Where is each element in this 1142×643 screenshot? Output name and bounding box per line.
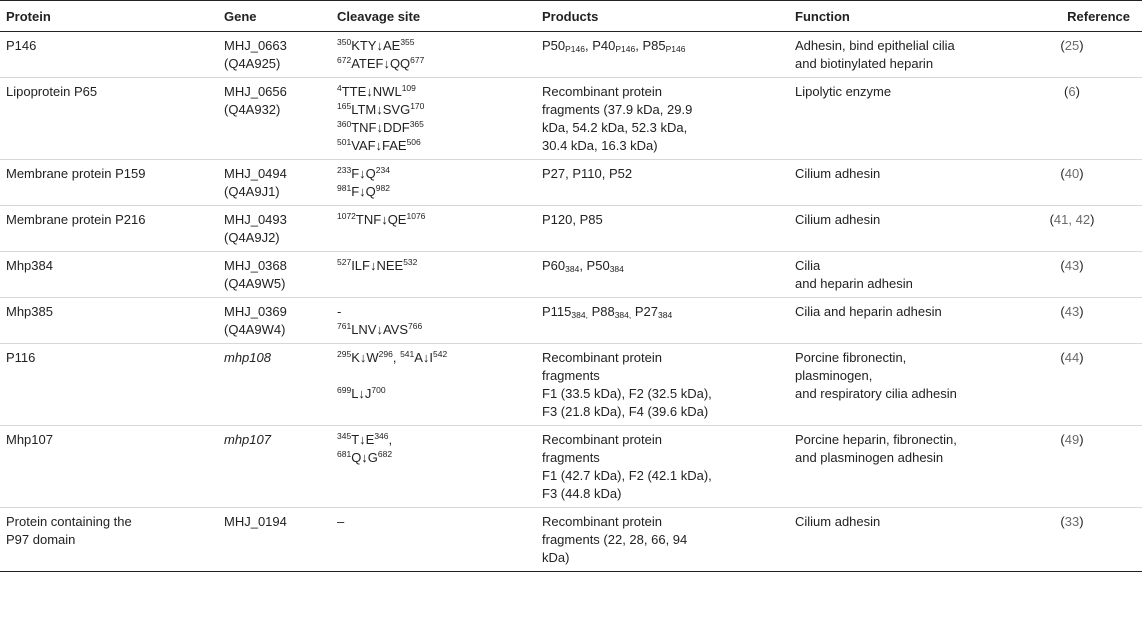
table-row	[0, 206, 1142, 252]
cell-function: Cilia and heparin adhesin	[789, 298, 1002, 344]
reference-link[interactable]: 41, 42	[1053, 212, 1091, 227]
table-row	[0, 160, 1142, 206]
cell-gene: MHJ_0369 (Q4A9W4)	[218, 298, 331, 344]
cell-gene: MHJ_0368 (Q4A9W5)	[218, 252, 331, 298]
cell-products: P120, P85	[536, 206, 789, 252]
reference-link[interactable]: 40	[1064, 166, 1080, 181]
cell-cleavage-site: $^{1072}TNF↓QE^{1076}$	[331, 206, 536, 252]
cell-reference: (41, 42)	[1002, 206, 1142, 252]
cell-products: Recombinant protein fragments (22, 28, 66, 94 kDa)	[536, 508, 789, 572]
cell-reference: (43)	[1002, 252, 1142, 298]
cell-function: Cilium adhesin	[789, 160, 1002, 206]
cell-protein: Lipoprotein P65	[0, 78, 218, 160]
cell-reference: (43)	[1002, 298, 1142, 344]
cell-protein: Membrane protein P216	[0, 206, 218, 252]
table-row	[0, 252, 1142, 298]
cell-protein: P146	[0, 32, 218, 78]
cell-gene: MHJ_0656 (Q4A932)	[218, 78, 331, 160]
header-products: Products	[536, 1, 789, 32]
cell-protein: Mhp385	[0, 298, 218, 344]
cell-products: Recombinant protein fragments F1 (42.7 kDa), F2 (42.1 kDa), F3 (44.8 kDa)	[536, 426, 789, 508]
table-header-row	[0, 1, 1142, 32]
header-gene: Gene	[218, 1, 331, 32]
cell-reference: (6)	[1002, 78, 1142, 160]
cell-cleavage-site: - $^{761}$LNV↓AVS$^{766}$	[331, 298, 536, 344]
cell-function: Cilium adhesin	[789, 508, 1002, 572]
reference-link[interactable]: 43	[1064, 258, 1080, 273]
cell-reference: (44)	[1002, 344, 1142, 426]
reference-link[interactable]: 43	[1064, 304, 1080, 319]
cell-gene: mhp108	[218, 344, 331, 426]
cell-gene: mhp107	[218, 426, 331, 508]
cell-protein: Membrane protein P159	[0, 160, 218, 206]
cell-reference: (49)	[1002, 426, 1142, 508]
cell-function: Cilia and heparin adhesin	[789, 252, 1002, 298]
table-row	[0, 298, 1142, 344]
header-reference: Reference	[1002, 1, 1142, 32]
cell-cleavage-site: $^{295}K↓W^{296}$, $^{541}A↓I^{542}$ $^{699}L↓J^{700}$	[331, 344, 536, 426]
cell-protein: Protein containing the P97 domain	[0, 508, 218, 572]
cell-gene: MHJ_0493 (Q4A9J2)	[218, 206, 331, 252]
cell-gene: MHJ_0194	[218, 508, 331, 572]
cell-cleavage-site: $^4$TTE↓NWL$^{109}$ $^{165}$LTM↓SVG$^{170}$ $^{360}$TNF↓DDF$^{365}$ $^{501}$VAF↓FAE$^{506}$	[331, 78, 536, 160]
cell-cleavage-site: $^{527}$ILF↓NEE$^{532}$	[331, 252, 536, 298]
cell-products: Recombinant protein fragments F1 (33.5 kDa), F2 (32.5 kDa), F3 (21.8 kDa), F4 (39.6 kDa)	[536, 344, 789, 426]
cell-products: P27, P110, P52	[536, 160, 789, 206]
reference-link[interactable]: 6	[1068, 84, 1076, 99]
cell-protein: Mhp107	[0, 426, 218, 508]
cell-cleavage-site: $^{345}T↓E^{346}$, $^{681}Q↓G^{682}$	[331, 426, 536, 508]
cell-reference: (33)	[1002, 508, 1142, 572]
cell-products: $P115_{384,}$ $P88_{384,}$ $P27_{384}$	[536, 298, 789, 344]
cell-cleavage-site: $^{350}$KTY↓AE$^{355}$ $^{672}$ATEF↓QQ$^{677}$	[331, 32, 536, 78]
cell-reference: (40)	[1002, 160, 1142, 206]
cell-products: $P60_{384}$, $P50_{384}$	[536, 252, 789, 298]
cell-function: Lipolytic enzyme	[789, 78, 1002, 160]
cell-function: Porcine fibronectin, plasminogen, and respiratory cilia adhesin	[789, 344, 1002, 426]
table-row	[0, 426, 1142, 508]
cell-cleavage-site: $^{233}F↓Q^{234}$ $^{981}F↓Q^{982}$	[331, 160, 536, 206]
cell-gene: MHJ_0494 (Q4A9J1)	[218, 160, 331, 206]
cell-products: Recombinant protein fragments (37.9 kDa, 29.9 kDa, 54.2 kDa, 52.3 kDa, 30.4 kDa, 16.3 kDa)	[536, 78, 789, 160]
cell-protein: Mhp384	[0, 252, 218, 298]
cell-gene: MHJ_0663 (Q4A925)	[218, 32, 331, 78]
cell-products: $P50_{P146}$, $P40_{P146}$, $P85_{P146}$	[536, 32, 789, 78]
reference-link[interactable]: 33	[1064, 514, 1080, 529]
cell-protein: P116	[0, 344, 218, 426]
table-row	[0, 508, 1142, 572]
header-cleavage-site: Cleavage site	[331, 1, 536, 32]
header-function: Function	[789, 1, 1002, 32]
table-row	[0, 344, 1142, 426]
reference-link[interactable]: 49	[1064, 432, 1080, 447]
cell-function: Cilium adhesin	[789, 206, 1002, 252]
cell-function: Adhesin, bind epithelial cilia and biotinylated heparin	[789, 32, 1002, 78]
cell-reference: (25)	[1002, 32, 1142, 78]
header-protein: Protein	[0, 1, 218, 32]
cell-cleavage-site: –	[331, 508, 536, 572]
table-row	[0, 32, 1142, 78]
reference-link[interactable]: 25	[1064, 38, 1080, 53]
reference-link[interactable]: 44	[1064, 350, 1080, 365]
table-row	[0, 78, 1142, 160]
cell-function: Porcine heparin, fibronectin, and plasminogen adhesin	[789, 426, 1002, 508]
